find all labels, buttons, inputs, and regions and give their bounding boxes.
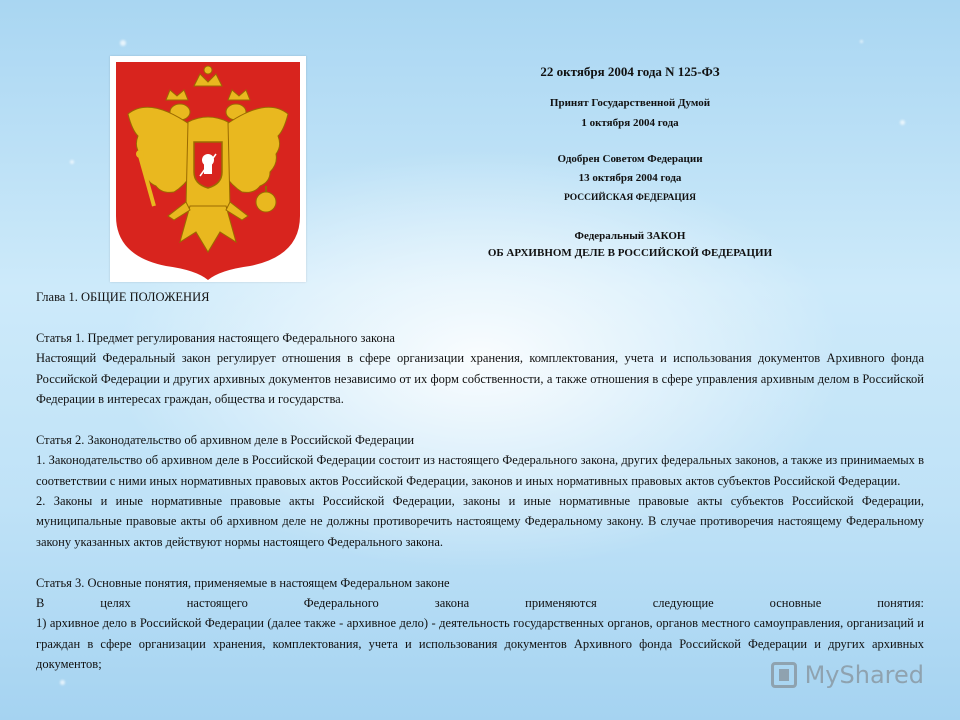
- adopted-date: 1 октября 2004 года: [581, 117, 679, 129]
- sparkle-decoration: [70, 160, 74, 164]
- watermark-text: MyShared: [804, 661, 924, 689]
- approved-by-council: Одобрен Советом Федерации: [557, 153, 703, 165]
- intro-word: целях: [100, 596, 131, 611]
- article-1-text: Настоящий Федеральный закон регулирует отношения в сфере организации хранения, комплектования, учета и использования документов Архивного фонда Российской Федерации и других архивных документов независимо от их форм собственности, а также отношения в сфере управления архивным делом в Российской Федерации в интересах граждан, общества и государства.: [36, 351, 924, 407]
- article-1-title: Статья 1. Предмет регулирования настоящего Федерального закона: [36, 330, 395, 345]
- intro-word: применяются: [525, 596, 597, 611]
- document-body: [36, 287, 924, 675]
- intro-word: основные: [769, 596, 822, 611]
- approved-date: 13 октября 2004 года: [578, 172, 682, 184]
- article-3-title: Статья 3. Основные понятия, применяемые в настоящем Федеральном законе: [36, 575, 450, 590]
- sparkle-decoration: [860, 40, 863, 43]
- intro-word: следующие: [652, 596, 714, 611]
- article-2-paragraph-1: 1. Законодательство об архивном деле в Российской Федерации состоит из настоящего Федерального закона, других федеральных законов, а также из принимаемых в соответствии с ними иных нормативных правовых актов Российской Федерации, законов и иных нормативных правовых актов субъектов Российской Федерации.: [36, 453, 924, 488]
- law-title-heading: ОБ АРХИВНОМ ДЕЛЕ В РОССИЙСКОЙ ФЕДЕРАЦИИ: [487, 247, 773, 259]
- article-2-title: Статья 2. Законодательство об архивном деле в Российской Федерации: [36, 432, 415, 447]
- watermark-logo-icon: [771, 662, 797, 688]
- article-3-intro: [36, 593, 924, 613]
- coat-of-arms-image: [110, 56, 306, 282]
- law-number-heading: 22 октября 2004 года N 125-ФЗ: [540, 64, 720, 79]
- article-3-paragraph-1: 1) архивное дело в Российской Федерации (далее также - архивное дело) - деятельность государственных органов, органов местного самоуправления, организаций и граждан в сфере организации хранения, комплектования, учета и использования документов Архивного фонда Российской Федерации и других архивных документов;: [36, 616, 924, 672]
- sparkle-decoration: [60, 680, 65, 685]
- chapter-heading: Глава 1. ОБЩИЕ ПОЛОЖЕНИЯ: [36, 290, 210, 304]
- article-2-paragraph-2: 2. Законы и иные нормативные правовые акты Российской Федерации, законы и иные нормативные правовые акты субъектов Российской Федерации, муниципальные правовые акты об архивном деле не должны противоречить настоящему Федеральному закону. В случае противоречия настоящему Федеральному закону указанных актов действуют нормы настоящего Федерального закона.: [36, 494, 924, 549]
- intro-word: В: [36, 596, 45, 611]
- image-caption: noname.com By Minda: [114, 271, 183, 278]
- country-heading: РОССИЙСКАЯ ФЕДЕРАЦИЯ: [563, 193, 697, 203]
- intro-word: Федерального: [303, 596, 379, 611]
- watermark: [771, 660, 924, 690]
- russian-coat-of-arms-icon: [110, 56, 306, 282]
- law-type-heading: Федеральный ЗАКОН: [574, 230, 686, 242]
- intro-word: закона: [434, 596, 470, 611]
- sparkle-decoration: [900, 120, 905, 125]
- intro-word: настоящего: [186, 596, 248, 611]
- intro-word: понятия:: [877, 596, 924, 611]
- sparkle-decoration: [120, 40, 126, 46]
- adopted-by-duma: Принят Государственной Думой: [549, 97, 711, 109]
